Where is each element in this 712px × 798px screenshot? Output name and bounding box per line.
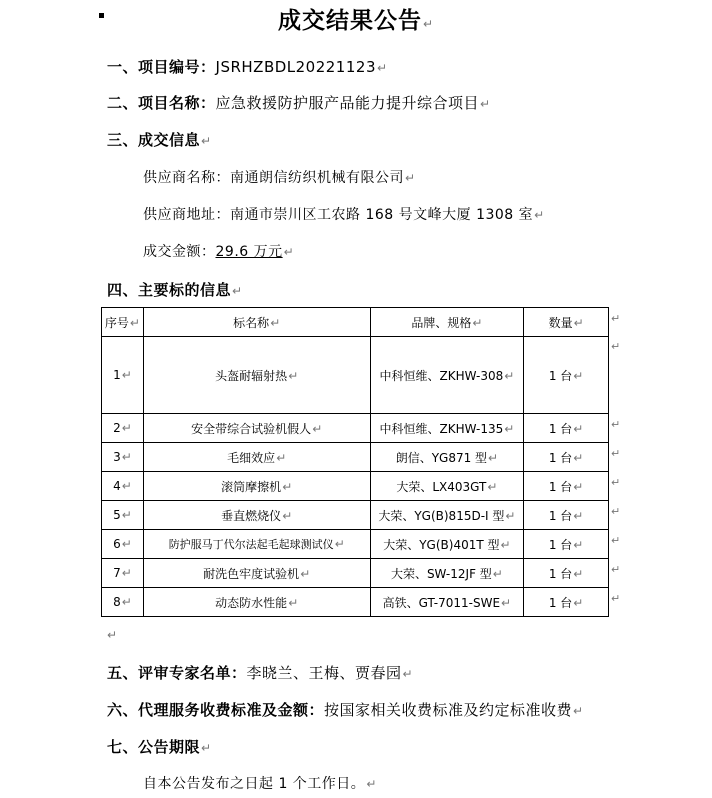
section-main-items	[107, 279, 242, 302]
section-agency-fee	[107, 699, 583, 722]
section-notice-period	[107, 736, 211, 759]
table-row	[102, 337, 609, 414]
table-row	[102, 443, 609, 472]
header-item-name: 标名称↵	[143, 308, 370, 337]
paragraph-mark: ↵	[402, 667, 413, 681]
header-brand-spec: 品牌、规格↵	[370, 308, 524, 337]
cell-item-name: 头盔耐辐射热↵	[143, 337, 370, 414]
cell-brand-spec: 大荣、YG(B)401T 型↵	[370, 530, 524, 559]
amount-value: 29.6 万元	[215, 244, 283, 260]
paragraph-mark: ↵	[107, 628, 118, 642]
cell-item-name: 垂直燃烧仪↵	[143, 501, 370, 530]
cell-index: 8↵	[102, 588, 144, 617]
table-row	[102, 472, 609, 501]
row-end-mark: ↵	[611, 312, 621, 325]
page-title: 成交结果公告↵	[277, 8, 435, 34]
experts-value: 李晓兰、王梅、贾春园	[246, 664, 402, 682]
paragraph-mark: ↵	[201, 134, 212, 148]
paragraph-mark: ↵	[376, 61, 388, 75]
cell-item-name: 滚筒摩擦机↵	[143, 472, 370, 501]
notice-period-value: 自本公告发布之日起 1 个工作日。	[143, 776, 366, 792]
cell-quantity: 1 台↵	[524, 501, 609, 530]
notice-period-text	[143, 773, 377, 795]
section-label: 六、代理服务收费标准及金额：	[107, 701, 325, 719]
amount-label: 成交金额：	[143, 244, 216, 260]
deal-amount	[143, 241, 294, 263]
project-number-value: JSRHZBDL20221123	[215, 58, 376, 76]
cell-brand-spec: 中科恒维、ZKHW-308↵	[370, 337, 524, 414]
section-label: 四、主要标的信息	[107, 281, 232, 299]
cell-item-name: 安全带综合试验机假人↵	[143, 414, 370, 443]
section-label: 七、公告期限	[107, 738, 201, 756]
cell-index: 3↵	[102, 443, 144, 472]
paragraph-mark: ↵	[201, 741, 212, 755]
table-row	[102, 501, 609, 530]
paragraph-mark: ↵	[232, 284, 243, 298]
row-end-mark: ↵	[611, 418, 621, 431]
supplier-address-text: 供应商地址：南通市崇川区工农路 168 号文峰大厦 1308 室	[143, 207, 534, 223]
supplier-name	[143, 167, 416, 189]
paragraph-mark: ↵	[573, 704, 584, 718]
items-table	[101, 307, 609, 617]
section-project-name	[107, 92, 490, 115]
row-end-mark: ↵	[611, 447, 621, 460]
row-end-mark: ↵	[611, 476, 621, 489]
row-end-mark: ↵	[611, 592, 621, 605]
paragraph-mark: ↵	[283, 245, 295, 259]
row-end-mark: ↵	[611, 340, 621, 353]
cell-item-name: 防护服马丁代尔法起毛起球测试仪↵	[143, 530, 370, 559]
table-row	[102, 559, 609, 588]
cell-index: 1↵	[102, 337, 144, 414]
row-end-mark: ↵	[611, 534, 621, 547]
section-label: 一、项目编号：	[107, 58, 216, 76]
supplier-address	[143, 204, 545, 226]
table-row	[102, 414, 609, 443]
project-name-value: 应急救援防护服产品能力提升综合项目	[215, 94, 480, 112]
cell-brand-spec: 大荣、LX403GT↵	[370, 472, 524, 501]
cell-quantity: 1 台↵	[524, 337, 609, 414]
table-row	[102, 588, 609, 617]
cell-quantity: 1 台↵	[524, 443, 609, 472]
section-experts	[107, 662, 413, 685]
cell-quantity: 1 台↵	[524, 530, 609, 559]
section-label: 五、评审专家名单：	[107, 664, 247, 682]
header-quantity: 数量↵	[524, 308, 609, 337]
paragraph-mark: ↵	[366, 777, 377, 791]
cell-brand-spec: 大荣、SW-12JF 型↵	[370, 559, 524, 588]
section-deal-info	[107, 129, 211, 152]
cell-index: 5↵	[102, 501, 144, 530]
cell-quantity: 1 台↵	[524, 559, 609, 588]
header-index: 序号↵	[102, 308, 144, 337]
paragraph-mark: ↵	[422, 17, 435, 31]
cell-quantity: 1 台↵	[524, 588, 609, 617]
section-label: 二、项目名称：	[107, 94, 216, 112]
cell-brand-spec: 大荣、YG(B)815D-I 型↵	[370, 501, 524, 530]
table-row	[102, 530, 609, 559]
cell-brand-spec: 朗信、YG871 型↵	[370, 443, 524, 472]
row-end-mark: ↵	[611, 505, 621, 518]
paragraph-mark: ↵	[405, 171, 416, 185]
cell-brand-spec: 中科恒维、ZKHW-135↵	[370, 414, 524, 443]
cell-index: 2↵	[102, 414, 144, 443]
paragraph-mark: ↵	[534, 208, 545, 222]
section-label: 三、成交信息	[107, 131, 201, 149]
supplier-name-text: 供应商名称：南通朗信纺织机械有限公司	[143, 170, 404, 186]
paragraph-mark: ↵	[480, 97, 491, 111]
cell-item-name: 动态防水性能↵	[143, 588, 370, 617]
cell-quantity: 1 台↵	[524, 414, 609, 443]
cell-brand-spec: 高铁、GT-7011-SWE↵	[370, 588, 524, 617]
table-header-row	[102, 308, 609, 337]
agency-fee-value: 按国家相关收费标准及约定标准收费	[324, 701, 573, 719]
cell-index: 6↵	[102, 530, 144, 559]
cell-quantity: 1 台↵	[524, 472, 609, 501]
cell-item-name: 毛细效应↵	[143, 443, 370, 472]
cell-index: 7↵	[102, 559, 144, 588]
row-end-mark: ↵	[611, 563, 621, 576]
cell-item-name: 耐洗色牢度试验机↵	[143, 559, 370, 588]
cell-index: 4↵	[102, 472, 144, 501]
section-project-number	[107, 56, 387, 79]
